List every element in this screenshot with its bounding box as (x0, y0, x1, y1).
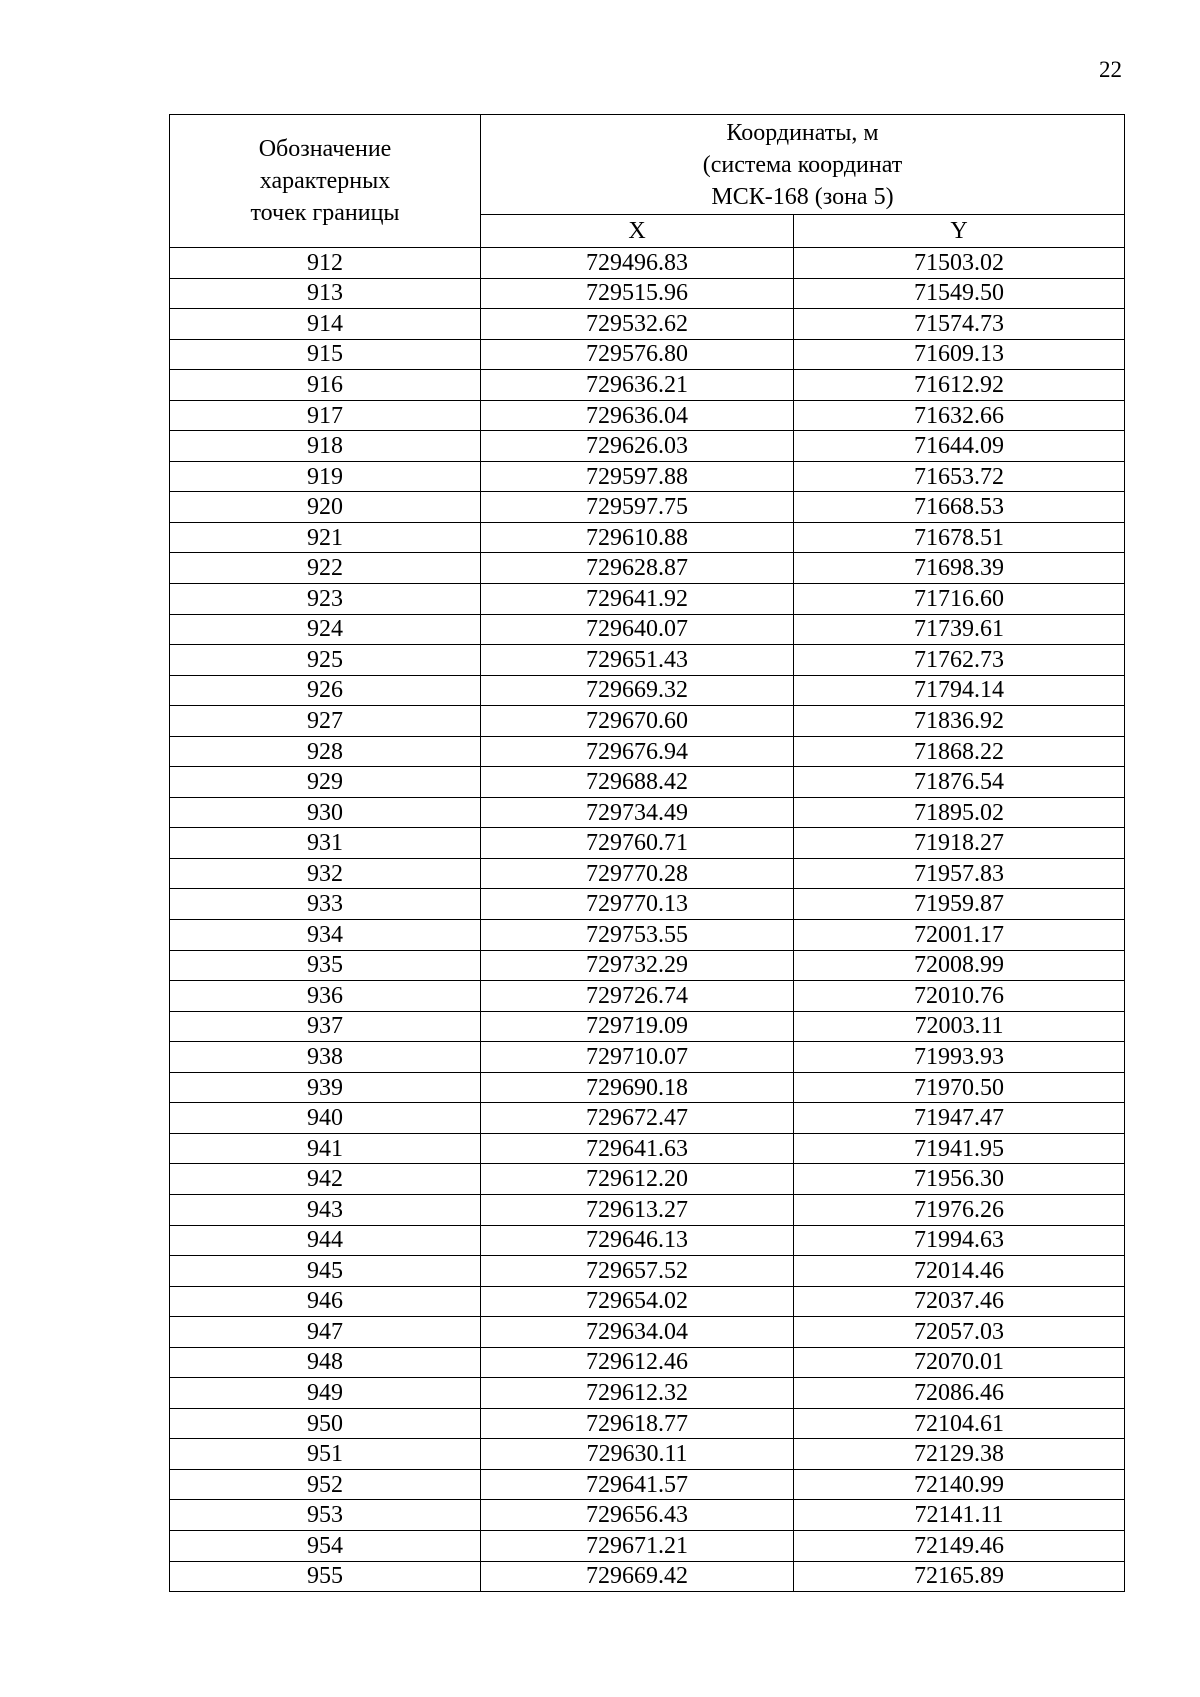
point-cell: 953 (170, 1500, 481, 1531)
table-row (170, 1408, 1125, 1439)
x-coordinate-cell: 729719.09 (481, 1011, 794, 1042)
point-cell: 942 (170, 1164, 481, 1195)
x-coordinate-cell: 729646.13 (481, 1225, 794, 1256)
table-row (170, 767, 1125, 798)
table-row (170, 797, 1125, 828)
table-row (170, 1164, 1125, 1195)
y-coordinate-cell: 71918.27 (794, 828, 1125, 859)
x-coordinate-cell: 729597.75 (481, 492, 794, 523)
table-row (170, 1530, 1125, 1561)
x-coordinate-cell: 729760.71 (481, 828, 794, 859)
point-cell: 950 (170, 1408, 481, 1439)
x-coordinate-cell: 729628.87 (481, 553, 794, 584)
y-coordinate-cell: 72165.89 (794, 1561, 1125, 1592)
table-header (170, 115, 1125, 248)
coordinates-header-line: Координаты, м (726, 119, 879, 146)
table-row (170, 1042, 1125, 1073)
table-row (170, 1286, 1125, 1317)
point-cell: 923 (170, 584, 481, 615)
point-cell: 918 (170, 431, 481, 462)
x-coordinate-cell: 729532.62 (481, 309, 794, 340)
point-cell: 912 (170, 248, 481, 279)
y-coordinate-cell: 72104.61 (794, 1408, 1125, 1439)
x-coordinate-cell: 729669.32 (481, 675, 794, 706)
x-coordinate-cell: 729576.80 (481, 339, 794, 370)
point-cell: 941 (170, 1133, 481, 1164)
y-coordinate-cell: 72037.46 (794, 1286, 1125, 1317)
x-coordinate-cell: 729688.42 (481, 767, 794, 798)
x-coordinate-cell: 729770.28 (481, 858, 794, 889)
table-row (170, 645, 1125, 676)
x-coordinate-cell: 729657.52 (481, 1256, 794, 1287)
y-coordinate-cell: 71716.60 (794, 584, 1125, 615)
point-cell: 935 (170, 950, 481, 981)
x-coordinate-cell: 729770.13 (481, 889, 794, 920)
y-coordinate-cell: 72003.11 (794, 1011, 1125, 1042)
y-coordinate-cell: 72129.38 (794, 1439, 1125, 1470)
coordinates-header-line: МСК-168 (зона 5) (711, 183, 894, 210)
x-coordinate-cell: 729726.74 (481, 981, 794, 1012)
table-row (170, 1561, 1125, 1592)
page-number: 22 (1099, 57, 1122, 82)
y-coordinate-cell: 71959.87 (794, 889, 1125, 920)
y-coordinate-cell: 72149.46 (794, 1530, 1125, 1561)
coordinates-header-line: (система координат (702, 151, 903, 178)
x-coordinate-cell: 729636.21 (481, 370, 794, 401)
x-coordinate-cell: 729669.42 (481, 1561, 794, 1592)
y-coordinate-cell: 71994.63 (794, 1225, 1125, 1256)
point-cell: 924 (170, 614, 481, 645)
table-row (170, 1194, 1125, 1225)
y-coordinate-cell: 72014.46 (794, 1256, 1125, 1287)
table-row (170, 1011, 1125, 1042)
point-cell: 927 (170, 706, 481, 737)
y-coordinate-cell: 71698.39 (794, 553, 1125, 584)
y-coordinate-cell: 71549.50 (794, 278, 1125, 309)
table-row (170, 736, 1125, 767)
y-coordinate-cell: 71574.73 (794, 309, 1125, 340)
x-coordinate-cell: 729670.60 (481, 706, 794, 737)
table-row (170, 400, 1125, 431)
table-row (170, 706, 1125, 737)
x-coordinate-cell: 729676.94 (481, 736, 794, 767)
x-coordinate-cell: 729634.04 (481, 1317, 794, 1348)
x-coordinate-cell: 729710.07 (481, 1042, 794, 1073)
x-coordinate-cell: 729613.27 (481, 1194, 794, 1225)
y-coordinate-cell: 71947.47 (794, 1103, 1125, 1134)
table-row (170, 1439, 1125, 1470)
x-coordinate-cell: 729618.77 (481, 1408, 794, 1439)
table-row (170, 1378, 1125, 1409)
table-row (170, 278, 1125, 309)
y-coordinate-cell: 72141.11 (794, 1500, 1125, 1531)
x-coordinate-cell: 729690.18 (481, 1072, 794, 1103)
y-coordinate-cell: 72086.46 (794, 1378, 1125, 1409)
x-coordinate-cell: 729626.03 (481, 431, 794, 462)
y-coordinate-cell: 72070.01 (794, 1347, 1125, 1378)
y-column-header: Y (794, 215, 1125, 248)
y-coordinate-cell: 71868.22 (794, 736, 1125, 767)
y-coordinate-cell: 72057.03 (794, 1317, 1125, 1348)
x-coordinate-cell: 729734.49 (481, 797, 794, 828)
table-row (170, 1103, 1125, 1134)
y-coordinate-cell: 71678.51 (794, 522, 1125, 553)
y-coordinate-cell: 71976.26 (794, 1194, 1125, 1225)
table-row (170, 828, 1125, 859)
point-cell: 946 (170, 1286, 481, 1317)
x-coordinate-cell: 729656.43 (481, 1500, 794, 1531)
x-coordinate-cell: 729612.20 (481, 1164, 794, 1195)
x-coordinate-cell: 729672.47 (481, 1103, 794, 1134)
y-coordinate-cell: 71632.66 (794, 400, 1125, 431)
x-coordinate-cell: 729641.92 (481, 584, 794, 615)
y-coordinate-cell: 71609.13 (794, 339, 1125, 370)
y-coordinate-cell: 72010.76 (794, 981, 1125, 1012)
table-row (170, 1317, 1125, 1348)
table-body (170, 248, 1125, 1592)
x-coordinate-cell: 729641.63 (481, 1133, 794, 1164)
y-coordinate-cell: 71653.72 (794, 461, 1125, 492)
point-cell: 922 (170, 553, 481, 584)
point-cell: 936 (170, 981, 481, 1012)
x-coordinate-cell: 729654.02 (481, 1286, 794, 1317)
point-cell: 925 (170, 645, 481, 676)
table-row (170, 492, 1125, 523)
table-row (170, 1072, 1125, 1103)
point-cell: 934 (170, 920, 481, 951)
table-row (170, 858, 1125, 889)
point-cell: 913 (170, 278, 481, 309)
point-cell: 937 (170, 1011, 481, 1042)
table-row (170, 614, 1125, 645)
y-coordinate-cell: 72140.99 (794, 1469, 1125, 1500)
point-header-line: Обозначение (258, 136, 392, 162)
point-cell: 919 (170, 461, 481, 492)
y-coordinate-cell: 71993.93 (794, 1042, 1125, 1073)
y-coordinate-cell: 71895.02 (794, 797, 1125, 828)
table-row (170, 248, 1125, 279)
x-coordinate-cell: 729640.07 (481, 614, 794, 645)
x-coordinate-cell: 729630.11 (481, 1439, 794, 1470)
point-cell: 915 (170, 339, 481, 370)
point-header-line: точек границы (250, 200, 400, 226)
coordinates-table (169, 114, 1125, 1592)
point-cell: 914 (170, 309, 481, 340)
y-coordinate-cell: 71956.30 (794, 1164, 1125, 1195)
point-cell: 940 (170, 1103, 481, 1134)
point-header-line: характерных (259, 168, 391, 194)
table-row (170, 981, 1125, 1012)
point-cell: 939 (170, 1072, 481, 1103)
y-coordinate-cell: 72008.99 (794, 950, 1125, 981)
y-coordinate-cell: 71941.95 (794, 1133, 1125, 1164)
point-cell: 929 (170, 767, 481, 798)
point-cell: 921 (170, 522, 481, 553)
x-coordinate-cell: 729612.32 (481, 1378, 794, 1409)
point-cell: 933 (170, 889, 481, 920)
point-cell: 917 (170, 400, 481, 431)
point-cell: 928 (170, 736, 481, 767)
x-coordinate-cell: 729753.55 (481, 920, 794, 951)
y-coordinate-cell: 71794.14 (794, 675, 1125, 706)
point-cell: 954 (170, 1530, 481, 1561)
table-row (170, 553, 1125, 584)
point-cell: 931 (170, 828, 481, 859)
coordinates-header (481, 115, 1125, 215)
point-cell: 930 (170, 797, 481, 828)
x-coordinate-cell: 729597.88 (481, 461, 794, 492)
table-row (170, 1469, 1125, 1500)
point-designation-header (170, 115, 481, 248)
table-row (170, 889, 1125, 920)
x-coordinate-cell: 729636.04 (481, 400, 794, 431)
table-row (170, 584, 1125, 615)
x-coordinate-cell: 729496.83 (481, 248, 794, 279)
x-coordinate-cell: 729651.43 (481, 645, 794, 676)
y-coordinate-cell: 71612.92 (794, 370, 1125, 401)
x-coordinate-cell: 729515.96 (481, 278, 794, 309)
point-cell: 951 (170, 1439, 481, 1470)
table-row (170, 309, 1125, 340)
x-coordinate-cell: 729641.57 (481, 1469, 794, 1500)
point-cell: 916 (170, 370, 481, 401)
y-coordinate-cell: 71957.83 (794, 858, 1125, 889)
point-cell: 932 (170, 858, 481, 889)
y-coordinate-cell: 71876.54 (794, 767, 1125, 798)
point-cell: 926 (170, 675, 481, 706)
y-coordinate-cell: 72001.17 (794, 920, 1125, 951)
point-cell: 938 (170, 1042, 481, 1073)
y-coordinate-cell: 71762.73 (794, 645, 1125, 676)
table-row (170, 461, 1125, 492)
point-cell: 943 (170, 1194, 481, 1225)
table-row (170, 431, 1125, 462)
x-coordinate-cell: 729610.88 (481, 522, 794, 553)
table-row (170, 1347, 1125, 1378)
point-cell: 955 (170, 1561, 481, 1592)
table-row (170, 920, 1125, 951)
point-cell: 952 (170, 1469, 481, 1500)
x-coordinate-cell: 729612.46 (481, 1347, 794, 1378)
point-cell: 944 (170, 1225, 481, 1256)
table-row (170, 370, 1125, 401)
table-row (170, 1133, 1125, 1164)
y-coordinate-cell: 71836.92 (794, 706, 1125, 737)
table-row (170, 675, 1125, 706)
y-coordinate-cell: 71644.09 (794, 431, 1125, 462)
point-cell: 947 (170, 1317, 481, 1348)
table-row (170, 950, 1125, 981)
table-row (170, 339, 1125, 370)
table-row (170, 1225, 1125, 1256)
x-coordinate-cell: 729732.29 (481, 950, 794, 981)
y-coordinate-cell: 71503.02 (794, 248, 1125, 279)
point-cell: 920 (170, 492, 481, 523)
point-cell: 948 (170, 1347, 481, 1378)
x-column-header: X (481, 215, 794, 248)
point-cell: 949 (170, 1378, 481, 1409)
y-coordinate-cell: 71739.61 (794, 614, 1125, 645)
y-coordinate-cell: 71970.50 (794, 1072, 1125, 1103)
x-coordinate-cell: 729671.21 (481, 1530, 794, 1561)
y-coordinate-cell: 71668.53 (794, 492, 1125, 523)
point-cell: 945 (170, 1256, 481, 1287)
table-row (170, 522, 1125, 553)
table-row (170, 1256, 1125, 1287)
table-row (170, 1500, 1125, 1531)
